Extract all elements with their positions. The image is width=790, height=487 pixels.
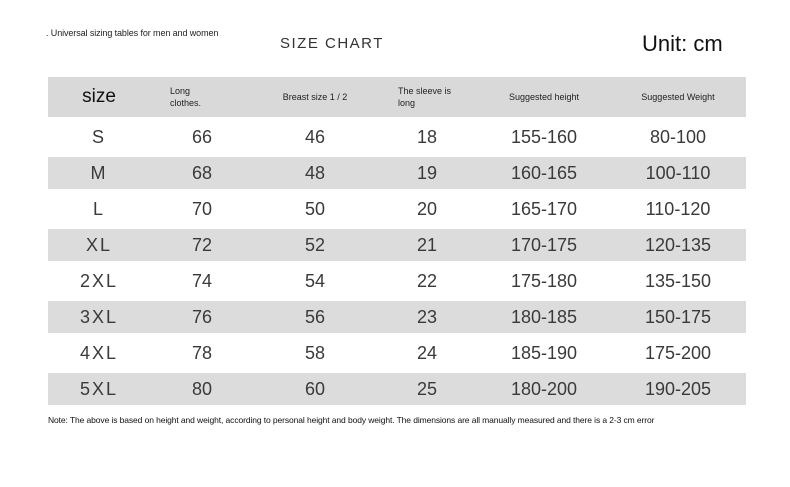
size-cell: 5XL [48, 373, 150, 405]
header-size: size [48, 77, 150, 117]
sleeve-length-cell: 19 [376, 157, 478, 189]
table-row [48, 157, 746, 189]
table-header-row [48, 77, 746, 117]
long-clothes-cell: 78 [150, 337, 254, 369]
size-cell: XL [48, 229, 150, 261]
breast-size-cell: 46 [254, 121, 376, 153]
weight-cell: 110-120 [610, 193, 746, 225]
long-clothes-cell: 76 [150, 301, 254, 333]
long-clothes-cell: 66 [150, 121, 254, 153]
table-row [48, 337, 746, 369]
size-chart-table [48, 73, 746, 409]
weight-cell: 135-150 [610, 265, 746, 297]
breast-size-cell: 56 [254, 301, 376, 333]
sleeve-length-cell: 20 [376, 193, 478, 225]
header-sleeve-length [376, 77, 478, 117]
sleeve-length-cell: 22 [376, 265, 478, 297]
height-cell: 155-160 [478, 121, 610, 153]
height-cell: 185-190 [478, 337, 610, 369]
table-row [48, 121, 746, 153]
long-clothes-cell: 80 [150, 373, 254, 405]
header-suggested-height: Suggested height [478, 77, 610, 117]
long-clothes-cell: 70 [150, 193, 254, 225]
height-cell: 170-175 [478, 229, 610, 261]
header-suggested-weight: Suggested Weight [610, 77, 746, 117]
breast-size-cell: 60 [254, 373, 376, 405]
table-body [48, 121, 746, 405]
height-cell: 180-200 [478, 373, 610, 405]
header-breast-size: Breast size 1 / 2 [254, 77, 376, 117]
size-cell: 2XL [48, 265, 150, 297]
sleeve-length-cell: 24 [376, 337, 478, 369]
breast-size-cell: 54 [254, 265, 376, 297]
unit-label: Unit: cm [642, 31, 723, 56]
table-row [48, 373, 746, 405]
weight-cell: 150-175 [610, 301, 746, 333]
weight-cell: 175-200 [610, 337, 746, 369]
header-long-clothes [150, 77, 254, 117]
top-note: . Universal sizing tables for men and women [46, 28, 219, 38]
size-cell: L [48, 193, 150, 225]
weight-cell: 80-100 [610, 121, 746, 153]
table-row [48, 265, 746, 297]
breast-size-cell: 52 [254, 229, 376, 261]
long-clothes-cell: 74 [150, 265, 254, 297]
long-clothes-cell: 68 [150, 157, 254, 189]
height-cell: 175-180 [478, 265, 610, 297]
table-row [48, 229, 746, 261]
weight-cell: 120-135 [610, 229, 746, 261]
breast-size-cell: 58 [254, 337, 376, 369]
size-cell: M [48, 157, 150, 189]
sleeve-length-cell: 21 [376, 229, 478, 261]
weight-cell: 100-110 [610, 157, 746, 189]
table-row [48, 301, 746, 333]
header-long-clothes-label: Long clothes. [170, 86, 202, 108]
sleeve-length-cell: 23 [376, 301, 478, 333]
long-clothes-cell: 72 [150, 229, 254, 261]
size-cell: 3XL [48, 301, 150, 333]
height-cell: 160-165 [478, 157, 610, 189]
weight-cell: 190-205 [610, 373, 746, 405]
height-cell: 165-170 [478, 193, 610, 225]
breast-size-cell: 50 [254, 193, 376, 225]
header-sleeve-length-label: The sleeve is long [398, 86, 452, 108]
size-cell: S [48, 121, 150, 153]
table-row [48, 193, 746, 225]
height-cell: 180-185 [478, 301, 610, 333]
sleeve-length-cell: 18 [376, 121, 478, 153]
page-title: SIZE CHART [280, 35, 384, 52]
footer-note: Note: The above is based on height and weight, according to personal height and body weight. The dimensions are all manually measured and there is a 2-3 cm error [48, 415, 655, 425]
breast-size-cell: 48 [254, 157, 376, 189]
size-cell: 4XL [48, 337, 150, 369]
sleeve-length-cell: 25 [376, 373, 478, 405]
